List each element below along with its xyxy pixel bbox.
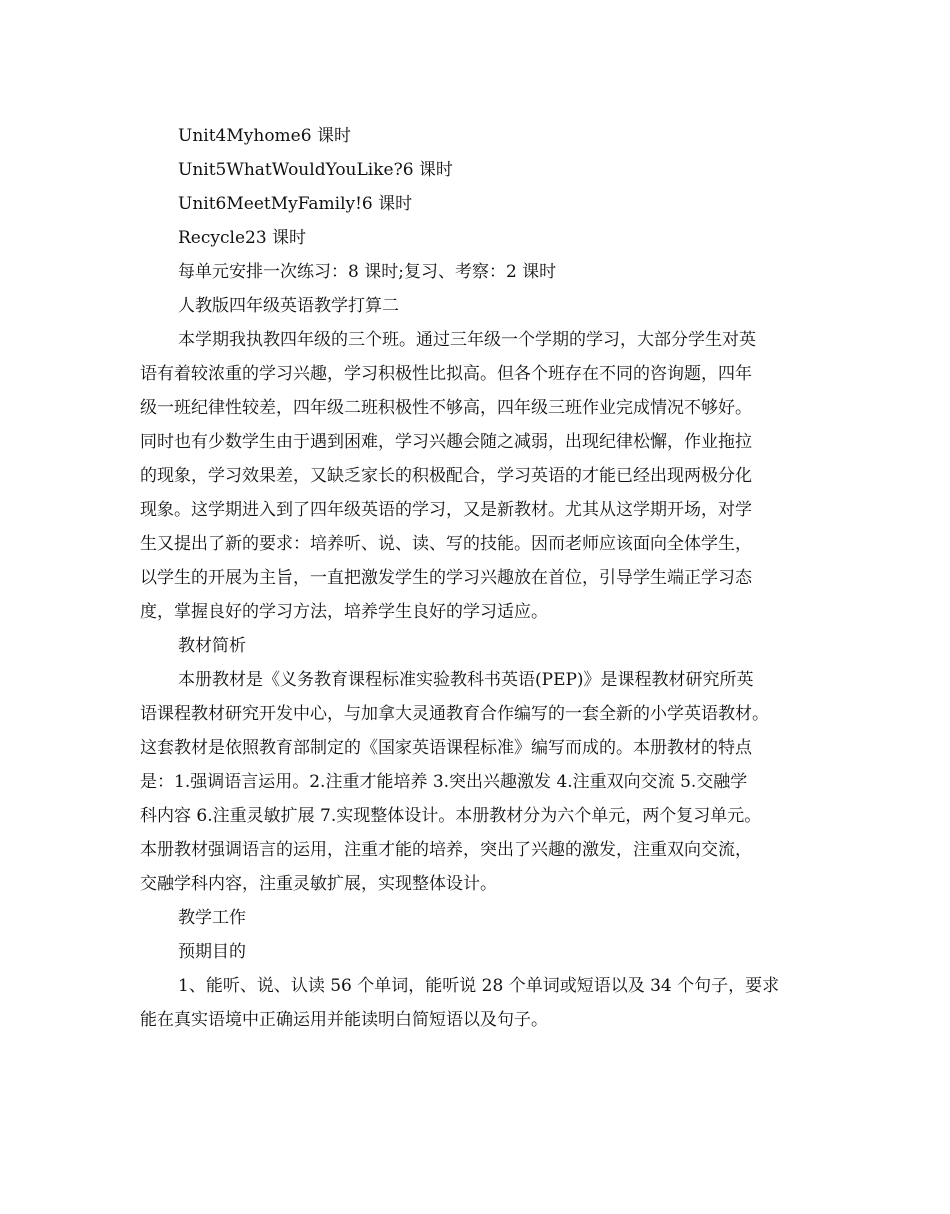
text-line: 现象。这学期进入到了四年级英语的学习，又是新教材。尤其从这学期开场，对学 bbox=[140, 500, 752, 520]
text-line: 1、能听、说、认读 56 个单词，能听说 28 个单词或短语以及 34 个句子，要求 bbox=[178, 976, 780, 996]
text-line: 教材简析 bbox=[178, 636, 246, 656]
text-line: Unit4Myhome6 课时 bbox=[178, 126, 351, 146]
text-line: Unit5WhatWouldYouLike?6 课时 bbox=[178, 160, 453, 180]
text-line: 本册教材强调语言的运用，注重才能的培养，突出了兴趣的激发，注重双向交流， bbox=[140, 840, 752, 860]
document-body bbox=[140, 119, 830, 1037]
text-line: 每单元安排一次练习：8 课时;复习、考察：2 课时 bbox=[178, 262, 557, 282]
text-line: 人教版四年级英语教学打算二 bbox=[178, 296, 399, 316]
text-line: 预期目的 bbox=[178, 942, 246, 962]
text-line: 本册教材是《义务教育课程标准实验教科书英语(PEP)》是课程教材研究所英 bbox=[178, 670, 754, 690]
text-line: 语有着较浓重的学习兴趣，学习积极性比拟高。但各个班存在不同的咨询题，四年 bbox=[140, 364, 752, 384]
text-line: 的现象，学习效果差，又缺乏家长的积极配合，学习英语的才能已经出现两极分化 bbox=[140, 466, 752, 486]
text-line: 这套教材是依照教育部制定的《国家英语课程标准》编写而成的。本册教材的特点 bbox=[140, 738, 752, 758]
text-line: 是：1.强调语言运用。2.注重才能培养 3.突出兴趣激发 4.注重双向交流 5.交融学 bbox=[140, 772, 748, 792]
text-line: 语课程教材研究开发中心，与加拿大灵通教育合作编写的一套全新的小学英语教材。 bbox=[140, 704, 769, 724]
text-line: 以学生的开展为主旨，一直把激发学生的学习兴趣放在首位，引导学生端正学习态 bbox=[140, 568, 752, 588]
text-line: 同时也有少数学生由于遇到困难，学习兴趣会随之减弱，出现纪律松懈，作业拖拉 bbox=[140, 432, 752, 452]
text-line: 生又提出了新的要求：培养听、说、读、写的技能。因而老师应该面向全体学生， bbox=[140, 534, 752, 554]
text-line: 教学工作 bbox=[178, 908, 246, 928]
text-line: 本学期我执教四年级的三个班。通过三年级一个学期的学习，大部分学生对英 bbox=[178, 330, 756, 350]
text-line: 级一班纪律性较差，四年级二班积极性不够高，四年级三班作业完成情况不够好。 bbox=[140, 398, 752, 418]
text-line: 能在真实语境中正确运用并能读明白简短语以及句子。 bbox=[140, 1010, 548, 1030]
text-line: Unit6MeetMyFamily!6 课时 bbox=[178, 194, 413, 214]
text-line: 交融学科内容，注重灵敏扩展，实现整体设计。 bbox=[140, 874, 497, 894]
text-line: 科内容 6.注重灵敏扩展 7.实现整体设计。本册教材分为六个单元，两个复习单元。 bbox=[140, 806, 762, 826]
text-line: Recycle23 课时 bbox=[178, 228, 307, 248]
text-line: 度，掌握良好的学习方法，培养学生良好的学习适应。 bbox=[140, 602, 548, 622]
